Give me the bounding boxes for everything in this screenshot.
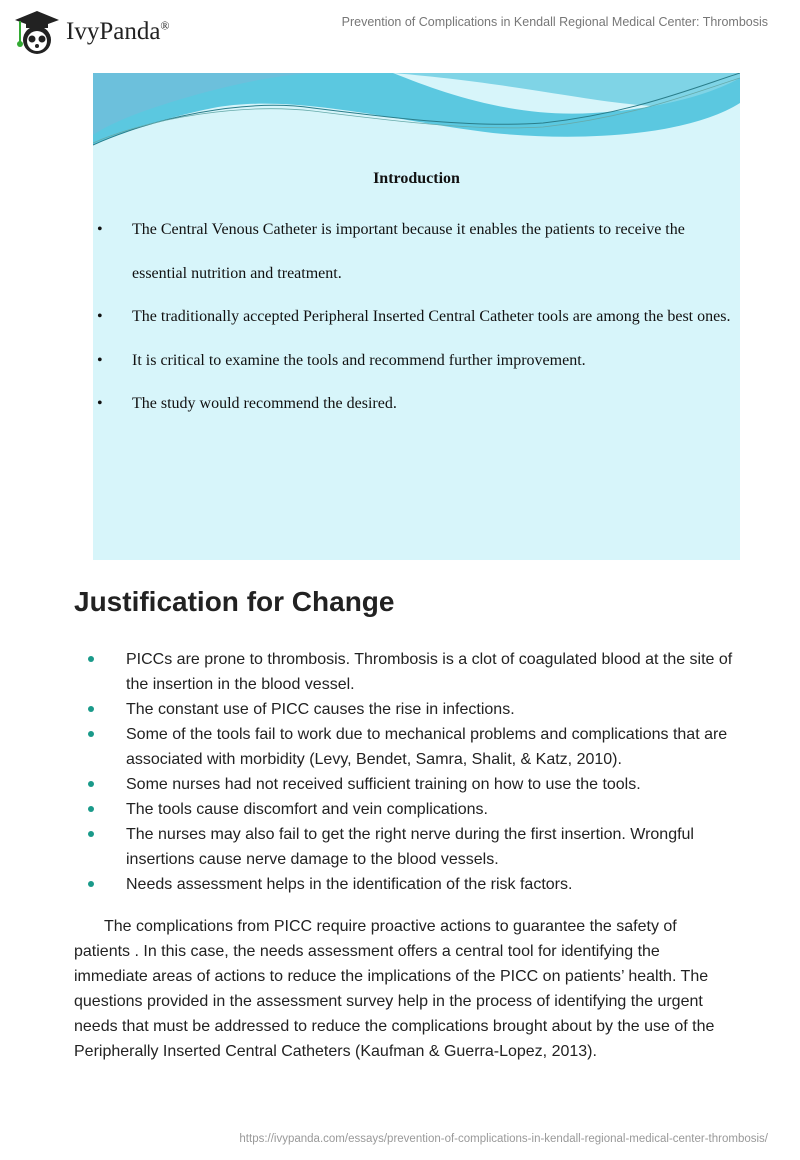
section-heading: Justification for Change	[74, 586, 395, 617]
source-url[interactable]: https://ivypanda.com/essays/prevention-of-complications-in-kendall-regional-medical-center-thrombosis/	[239, 1133, 768, 1145]
bullet-icon	[88, 706, 94, 712]
list-item: PICCs are prone to thrombosis. Thrombosis is a clot of coagulated blood at the site of the insertion in the blood vessel.	[88, 647, 738, 697]
panda-logo-icon	[12, 8, 62, 56]
bullet-icon	[88, 831, 94, 837]
list-item: Some nurses had not received sufficient training on how to use the tools.	[88, 772, 738, 797]
list-item: Some of the tools fail to work due to mechanical problems and complications that are associated with morbidity (Levy, Bendet, Samra, Shalit, & Katz, 2010).	[88, 722, 738, 772]
slide-bullet-list	[93, 208, 733, 426]
list-item: The nurses may also fail to get the right nerve during the first insertion. Wrongful insertions cause nerve damage to the blood vessels.	[88, 822, 738, 872]
justification-list	[88, 647, 738, 897]
list-item: The tools cause discomfort and vein complications.	[88, 797, 738, 822]
slide-bullet: • The traditionally accepted Peripheral Inserted Central Catheter tools are among the best ones.	[93, 295, 733, 339]
slide-bullet: • The Central Venous Catheter is important because it enables the patients to receive the essential nutrition and treatment.	[93, 208, 733, 295]
bullet-icon	[88, 806, 94, 812]
slide-bullet: • The study would recommend the desired.	[93, 382, 733, 426]
body-paragraph: The complications from PICC require proactive actions to guarantee the safety of patients . In this case, the needs assessment offers a central tool for identifying the immediate areas of actions to reduce the implications of the PICC on patients’ health. The questions provided in the assessment survey help in the process of identifying the urgent needs that must be addressed to reduce the complications brought about by the use of the Peripherally Inserted Central Catheters (Kaufman & Guerra-Lopez, 2013).	[74, 918, 715, 1060]
bullet-icon	[88, 656, 94, 662]
document-title: Prevention of Complications in Kendall Regional Medical Center: Thrombosis	[341, 15, 768, 29]
wave-decoration	[93, 73, 740, 163]
list-item: The constant use of PICC causes the rise in infections.	[88, 697, 738, 722]
bullet-icon	[88, 781, 94, 787]
ivypanda-logo[interactable]	[12, 8, 170, 56]
bullet-icon	[88, 731, 94, 737]
bullet-icon	[88, 881, 94, 887]
slide-image	[93, 73, 740, 560]
slide-title: Introduction	[373, 170, 460, 187]
logo-text: IvyPanda®	[66, 18, 170, 45]
list-item: Needs assessment helps in the identification of the risk factors.	[88, 872, 738, 897]
slide-bullet: • It is critical to examine the tools and recommend further improvement.	[93, 339, 733, 383]
